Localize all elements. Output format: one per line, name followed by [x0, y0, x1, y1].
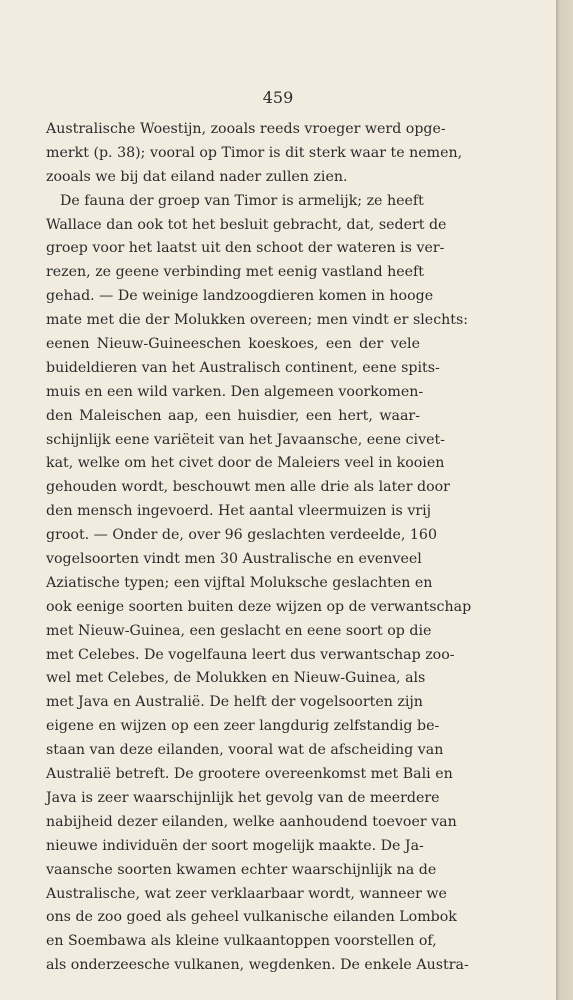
text-line: mate met die der Molukken overeen; men vindt er slechts:	[46, 312, 469, 329]
text-line: nieuwe individuën der soort mogelijk maakte. De Ja-	[46, 837, 424, 854]
text-line: vogelsoorten vindt men 30 Australische en evenveel	[46, 551, 422, 568]
text-line: met Java en Australië. De helft der vogelsoorten zijn	[46, 694, 423, 711]
text-line: met Nieuw-Guinea, een geslacht en eene soort op die	[46, 622, 432, 639]
text-line: vaansche soorten kwamen echter waarschijnlijk na de	[46, 861, 437, 878]
text-line: rezen, ze geene verbinding met eenig vastland heeft	[46, 264, 424, 281]
text-line: Wallace dan ook tot het besluit gebracht, dat, sedert de	[46, 216, 447, 233]
text-line: eigene en wijzen op een zeer langdurig zelfstandig be-	[46, 718, 440, 735]
text-line: en Soembawa als kleine vulkaantoppen voorstellen of,	[46, 933, 437, 950]
text-line: als onderzeesche vulkanen, wegdenken. De enkele Austra-	[46, 957, 469, 974]
text-line: zooals we bij dat eiland nader zullen zien.	[46, 168, 348, 185]
text-line: ook eenige soorten buiten deze wijzen op de verwantschap	[46, 598, 472, 615]
page-number: 459	[262, 88, 294, 107]
text-line: Australische, wat zeer verklaarbaar wordt, wanneer we	[46, 885, 447, 902]
text-line: gehouden wordt, beschouwt men alle drie als later door	[46, 479, 450, 496]
text-line: den Maleischen aap, een huisdier, een hert, waar-	[46, 407, 420, 424]
text-line: muis en een wild varken. Den algemeen voorkomen-	[46, 383, 424, 400]
text-line: kat, welke om het civet door de Maleiers veel in kooien	[46, 455, 445, 472]
text-line: groot. — Onder de, over 96 geslachten verdeelde, 160	[46, 527, 437, 544]
text-line: Aziatische typen; een vijftal Moluksche geslachten en	[46, 574, 433, 591]
text-line: nabijheid dezer eilanden, welke aanhoudend toevoer van	[46, 813, 457, 830]
text-line: ons de zoo goed als geheel vulkanische eilanden Lombok	[46, 909, 457, 926]
text-line: De fauna der groep van Timor is armelijk; ze heeft	[60, 192, 424, 209]
text-line: Australische Woestijn, zooals reeds vroeger werd opge-	[46, 121, 446, 137]
text-line: Java is zeer waarschijnlijk het gevolg van de meerdere	[46, 789, 440, 806]
text-line: schijnlijk eene variëteit van het Javaansche, eene civet-	[46, 431, 445, 448]
text-line: staan van deze eilanden, vooral wat de afscheiding van	[46, 742, 444, 759]
text-line: Australië betreft. De grootere overeenkomst met Bali en	[46, 766, 453, 783]
text-line: eenen Nieuw-Guineeschen koeskoes, een der vele	[46, 336, 420, 353]
text-line: gehad. — De weinige landzoogdieren komen in hooge	[46, 288, 434, 305]
text-line: merkt (p. 38); vooral op Timor is dit sterk waar te nemen,	[46, 144, 463, 161]
text-line: den mensch ingevoerd. Het aantal vleermuizen is vrij	[46, 503, 432, 520]
body-text	[46, 118, 472, 978]
text-line: wel met Celebes, de Molukken en Nieuw-Guinea, als	[46, 670, 426, 687]
text-line: buideldieren van het Australisch continent, eene spits-	[46, 359, 440, 376]
text-line: groep voor het laatst uit den schoot der wateren is ver-	[46, 240, 445, 257]
text-line: met Celebes. De vogelfauna leert dus verwantschap zoo-	[46, 646, 455, 663]
page-edge	[556, 0, 573, 1000]
